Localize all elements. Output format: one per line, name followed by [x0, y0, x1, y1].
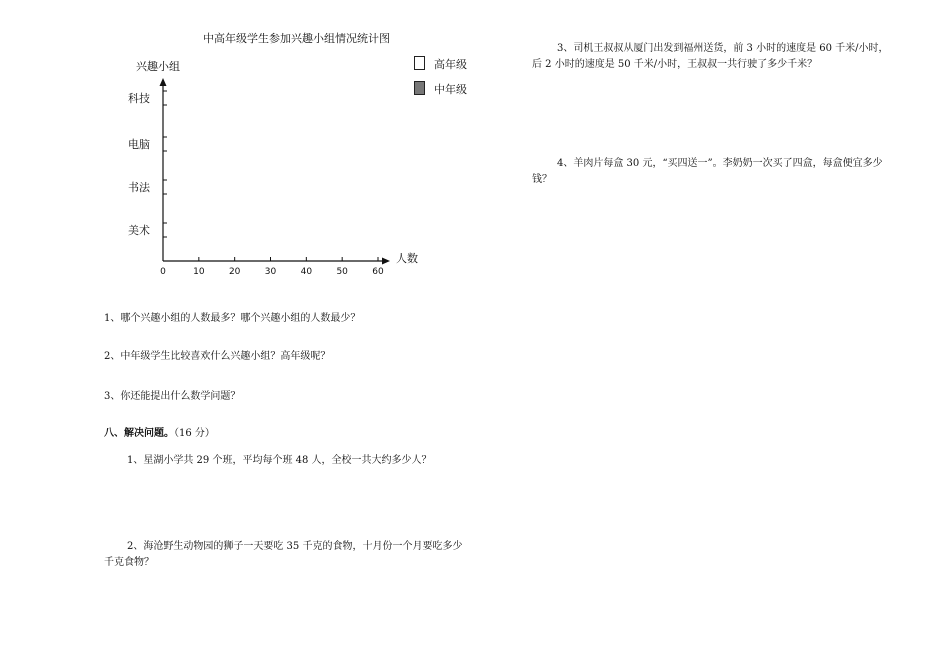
bar-chart	[100, 50, 430, 280]
legend-swatch-senior	[414, 56, 425, 70]
x-tick-label: 0	[160, 267, 166, 277]
x-tick-label: 10	[193, 267, 205, 277]
section-points: （16 分）	[174, 428, 215, 439]
x-axis-arrow	[382, 258, 390, 265]
problem-4-line-2: 钱？	[532, 174, 552, 185]
section-title: 八、解决问题。	[104, 428, 174, 439]
problem-3-line-1: 3、司机王叔叔从厦门出发到福州送货，前 3 小时的速度是 60 千米/小时，	[557, 43, 889, 54]
question-2: 2、中年级学生比较喜欢什么兴趣小组？高年级呢？	[104, 351, 331, 362]
y-category-label: 电脑	[128, 138, 150, 151]
chart-title: 中高年级学生参加兴趣小组情况统计图	[203, 32, 390, 45]
legend-swatch-middle	[414, 81, 425, 95]
problem-2-line-1: 2、海沧野生动物园的狮子一天要吃 35 千克的食物，十月份一个月要吃多少	[127, 541, 463, 552]
y-axis-label: 兴趣小组	[136, 60, 180, 73]
x-axis-label: 人数	[396, 252, 418, 265]
x-tick-label: 30	[264, 267, 277, 277]
question-1: 1、哪个兴趣小组的人数最多？哪个兴趣小组的人数最少？	[104, 313, 361, 324]
y-category-label: 科技	[128, 92, 150, 105]
x-tick-label: 50	[336, 267, 348, 277]
problem-1: 1、星湖小学共 29 个班，平均每个班 48 人，全校一共大约多少人？	[127, 455, 432, 466]
legend-label-middle: 中年级	[434, 83, 467, 96]
problem-2-line-2: 千克食物？	[104, 557, 154, 568]
y-axis-arrow	[160, 78, 167, 86]
x-tick-label: 60	[372, 267, 384, 277]
question-3: 3、你还能提出什么数学问题？	[104, 391, 241, 402]
y-category-label: 书法	[128, 181, 150, 194]
legend-label-senior: 高年级	[434, 58, 467, 71]
problem-4-line-1: 4、羊肉片每盒 30 元，“买四送一”。李奶奶一次买了四盒，每盒便宜多少	[557, 158, 883, 169]
x-tick-label: 20	[228, 267, 241, 277]
y-category-label: 美术	[128, 224, 150, 237]
problem-3-line-2: 后 2 小时的速度是 50 千米/小时，王叔叔一共行驶了多少千米？	[532, 59, 818, 70]
section-heading	[104, 425, 215, 442]
x-tick-label: 40	[300, 267, 313, 277]
